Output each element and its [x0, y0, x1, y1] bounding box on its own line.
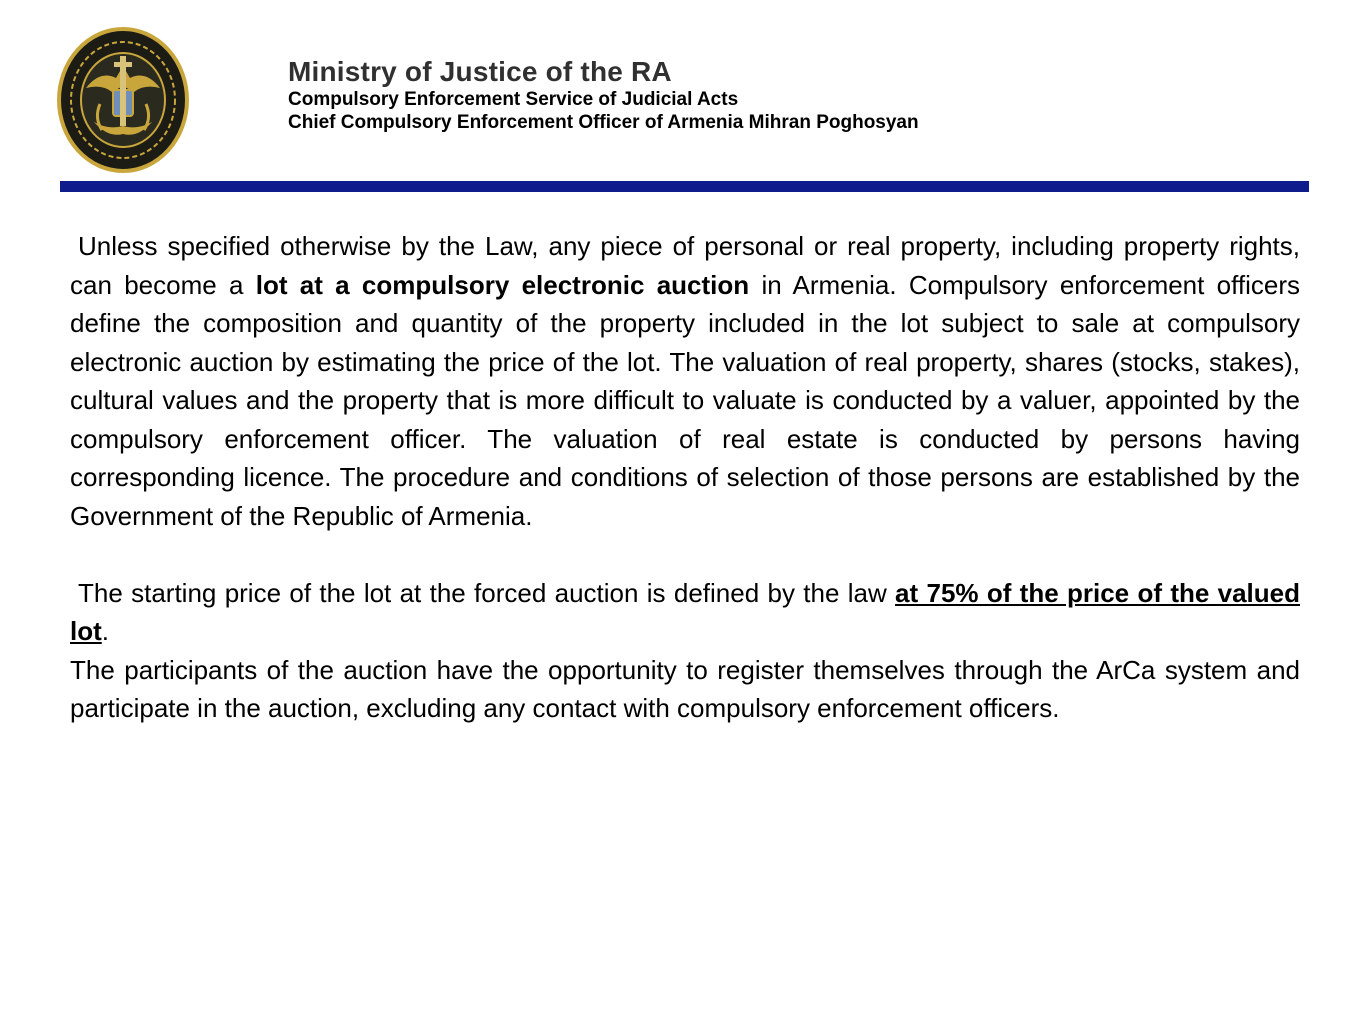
ministry-title: Ministry of Justice of the RA [288, 56, 672, 87]
service-subtitle: Compulsory Enforcement Service of Judicial Acts [288, 89, 739, 110]
paragraph-participants: The participants of the auction have the opportunity to register themselves through the ArCa system and participate in the auction, excluding any contact with compulsory enforcement officers. [70, 654, 1300, 723]
paragraph-gap [70, 535, 1300, 574]
paragraph-lot-definition [70, 227, 1300, 535]
p2-underlined-phrase: at 75% of the price of the valued lot [70, 577, 1300, 646]
p1-text-start: Unless specified otherwise by the Law, any piece of personal or real property, including property rights, can become a [70, 231, 1300, 300]
officer-subtitle: Chief Compulsory Enforcement Officer of Armenia Mihran Poghosyan [288, 112, 919, 133]
body-text [70, 227, 1300, 728]
emblem-logo [56, 26, 190, 174]
p1-text-end: in Armenia. Compulsory enforcement officers define the composition and quantity of the property included in the lot subject to sale at compulsory electronic auction by estimating the price of the lot. The valuation of real property, shares (stocks, stakes), cultural values and the property that is more difficult to valuate is conducted by a valuer, appointed by the compulsory enforcement officer. The valuation of real estate is conducted by persons having corresponding licence. The procedure and conditions of selection of those persons are established by the Government of the Republic of Armenia. [70, 269, 1300, 531]
header [288, 56, 919, 134]
paragraph-starting-price [70, 574, 1300, 651]
p2-text-end: . [101, 616, 109, 646]
p2-text-start: The starting price of the lot at the forced auction is defined by the law [78, 577, 896, 608]
emblem-icon [56, 26, 190, 174]
header-divider [60, 181, 1309, 192]
p1-bold-phrase: lot at a compulsory electronic auction [255, 269, 750, 300]
